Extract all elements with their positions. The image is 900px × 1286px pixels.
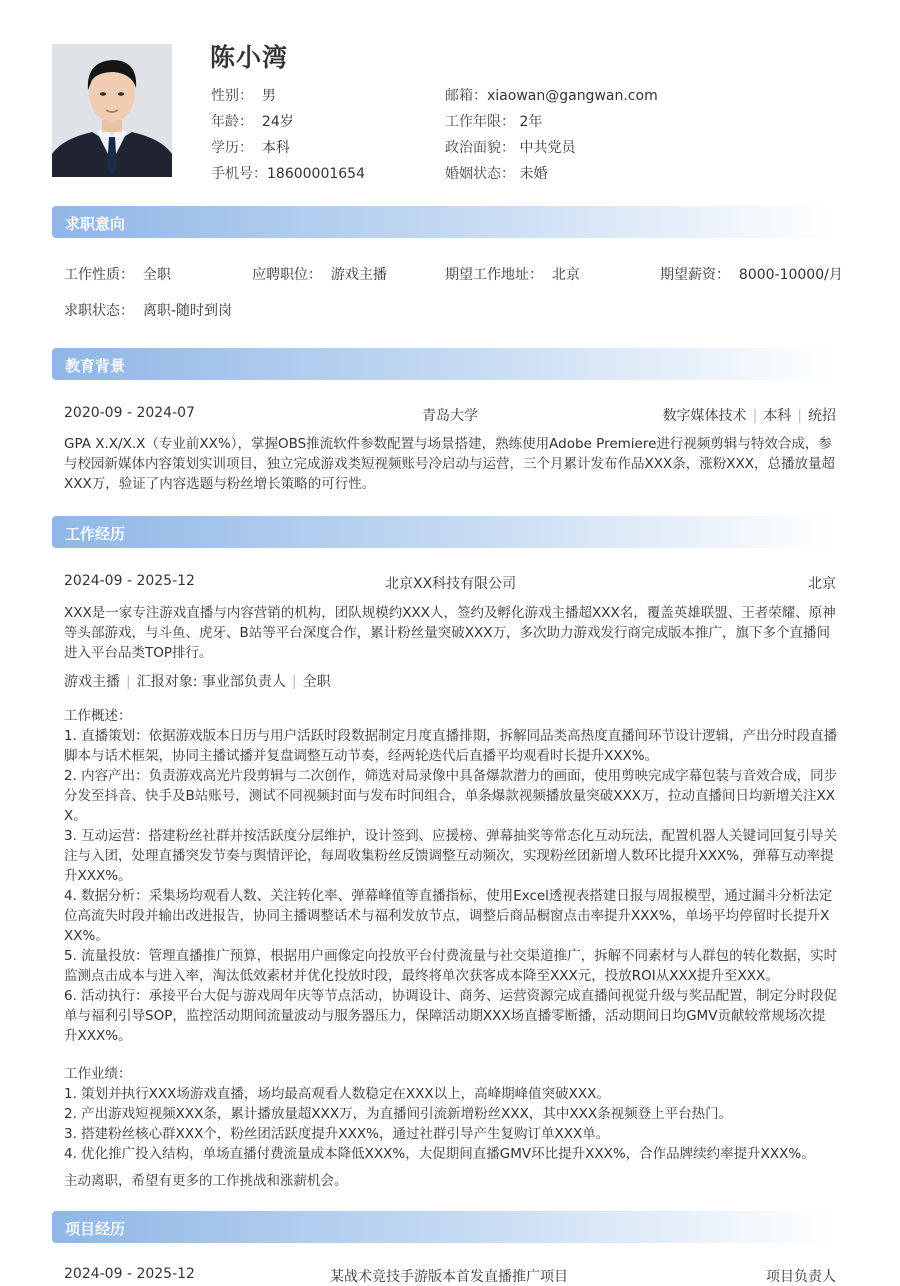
achievement-item: 2. 产出游戏短视频XXX条，累计播放量超XXX万，为直播间引流新增粉丝XXX，其中XXX条视频登上平台热门。 [64,1106,733,1122]
work-role: 游戏主播 [64,674,120,690]
leave-reason: 主动离职，希望有更多的工作挑战和涨薪机会。 [64,1173,348,1189]
phone-value: 18600001654 [267,166,365,182]
achievements-title: 工作业绩： [64,1066,132,1082]
work-job-type: 全职 [302,674,331,690]
section-header-education [52,348,836,380]
location-value: 北京 [551,267,580,283]
marital-label: 婚姻状态： [445,166,515,182]
status-value: 离职-随时到岗 [142,303,232,319]
work-achievements [64,1064,838,1164]
phone-row [211,163,365,183]
edu-details: 数字媒体技术 | 本科 | 统招 [662,408,836,424]
section-title: 求职意向 [65,215,126,233]
job-type-label: 工作性质： [64,267,134,283]
edu-label: 学历： [211,140,253,156]
project-name: 某战术竞技手游版本首发直播推广项目 [330,1269,568,1285]
work-report: 汇报对象: 事业部负责人 [136,674,286,690]
profile-photo [52,44,172,177]
status-label: 求职状态： [64,303,134,319]
section-title: 教育背景 [65,357,126,375]
politics-value: 中共党员 [519,140,576,156]
section-title: 工作经历 [65,525,126,543]
marital-row [445,163,547,183]
overview-item: 2. 内容产出：负责游戏高光片段剪辑与二次创作，筛选对局录像中具备爆款潜力的画面，使用剪映完成字幕包装与音效合成，同步分发至抖音、快手及B站账号，测试不同视频封面与发布时间组合，单条爆款视频播放量突破XXX万，拉动直播间日均新增关注XXX。 [64,768,838,824]
edu-enrollment: 统招 [808,408,836,424]
edu-description: GPA X.X/X.X（专业前XX%），掌握OBS推流软件参数配置与场景搭建，熟练使用Adobe Premiere进行视频剪辑与特效合成，参与校园新媒体内容策划实训项目，独立完成游戏类短视频账号冷启动与运营，三个月累计发布作品XXX条，涨粉XXX，总播放量超XXX万，验证了内容选题与粉丝增长策略的可行性。 [64,436,835,492]
work-period: 2024-09 - 2025-12 [64,573,195,589]
email-row [445,85,658,105]
job-type-value: 全职 [142,267,171,283]
age-value: 24岁 [261,114,294,130]
overview-item: 3. 互动运营：搭建粉丝社群并按活跃度分层维护，设计签到、应援榜、弹幕抽奖等常态化互动玩法，配置机器人关键词回复引导关注与入团，处理直播突发节奏与舆情评论，每周收集粉丝反馈调整互动频次，实现粉丝团新增人数环比提升XXX%，弹幕互动率提升XXX%。 [64,828,838,884]
politics-label: 政治面貌： [445,140,515,156]
education-row [211,137,290,157]
achievement-item: 1. 策划并执行XXX场游戏直播，场均最高观看人数稳定在XXX以上，高峰期峰值突破XXX。 [64,1086,610,1102]
position-label: 应聘职位： [252,267,322,283]
work-city: 北京 [808,576,836,592]
company-description: XXX是一家专注游戏直播与内容营销的机构，团队规模约XXX人，签约及孵化游戏主播超XXX名，覆盖英雄联盟、王者荣耀、原神等头部游戏，与斗鱼、虎牙、B站等平台深度合作，累计粉丝量突破XXX万，多次助力游戏发行商完成版本推广，旗下多个直播间进入平台品类TOP排行。 [64,605,836,661]
work-tags: 游戏主播 | 汇报对象: 事业部负责人 | 全职 [64,674,331,690]
gender-value: 男 [261,88,276,104]
edu-major: 数字媒体技术 [662,408,747,424]
job-position [252,264,387,284]
job-status [64,300,232,320]
section-title: 项目经历 [65,1220,126,1238]
section-header-intent [52,206,836,238]
edu-degree: 本科 [763,408,792,424]
years-row [445,111,542,131]
project-period: 2024-09 - 2025-12 [64,1266,195,1282]
salary-value: 8000-10000/月 [738,267,843,283]
overview-item: 6. 活动执行：承接平台大促与游戏周年庆等节点活动，协调设计、商务、运营资源完成直播间视觉升级与奖品配置，制定分时段促单与福利引导SOP，监控活动期间流量波动与服务器压力，保障活动期XXX场直播零断播，活动期间日均GMV贡献较常规场次提升XXX%。 [64,988,838,1044]
section-header-work [52,516,836,548]
email-label: 邮箱： [445,88,487,104]
salary-label: 期望薪资： [660,267,730,283]
years-label: 工作年限： [445,114,515,130]
overview-title: 工作概述： [64,708,132,724]
overview-item: 5. 流量投放：管理直播推广预算，根据用户画像定向投放平台付费流量与社交渠道推广，拆解不同素材与人群包的转化数据，实时监测点击成本与进入率，淘汰低效素材并优化投放时段，最终将单次获客成本降至XXX元，投放ROI从XXX提升至XXX。 [64,948,838,984]
section-header-project [52,1211,836,1243]
location-label: 期望工作地址： [445,267,543,283]
email-value: xiaowan@gangwan.com [487,88,658,104]
job-salary [660,264,843,284]
achievement-item: 3. 搭建粉丝核心群XXX个，粉丝团活跃度提升XXX%，通过社群引导产生复购订单XXX单。 [64,1126,610,1142]
years-value: 2年 [519,114,543,130]
edu-value: 本科 [261,140,290,156]
age-row [211,111,294,131]
marital-value: 未婚 [519,166,548,182]
position-value: 游戏主播 [330,267,387,283]
politics-row [445,137,575,157]
gender-label: 性别： [211,88,253,104]
overview-item: 1. 直播策划：依据游戏版本日历与用户活跃时段数据制定月度直播排期，拆解同品类高热度直播间环节设计逻辑，产出分时段直播脚本与话术框架，协同主播试播并复盘调整互动节奏，经两轮迭代后直播平均观看时长提升XXX%。 [64,728,838,764]
gender-row [211,85,276,105]
work-company: 北京XX科技有限公司 [385,576,517,592]
job-type [64,264,171,284]
project-role: 项目负责人 [766,1269,836,1285]
age-label: 年龄： [211,114,253,130]
edu-school: 青岛大学 [422,408,478,424]
work-overview [64,706,838,1046]
edu-period: 2020-09 - 2024-07 [64,405,195,421]
phone-label: 手机号： [211,166,267,182]
overview-item: 4. 数据分析：采集场均观看人数、关注转化率、弹幕峰值等直播指标，使用Excel透视表搭建日报与周报模型，通过漏斗分析法定位高流失时段并输出改进报告，协同主播调整话术与福利发放节点，调整后商品橱窗点击率提升XXX%，单场平均停留时长提升XXX%。 [64,888,833,944]
job-location [445,264,580,284]
achievement-item: 4. 优化推广投入结构，单场直播付费流量成本降低XXX%，大促期间直播GMV环比提升XXX%，合作品牌续约率提升XXX%。 [64,1146,815,1162]
candidate-name: 陈小湾 [210,43,289,72]
